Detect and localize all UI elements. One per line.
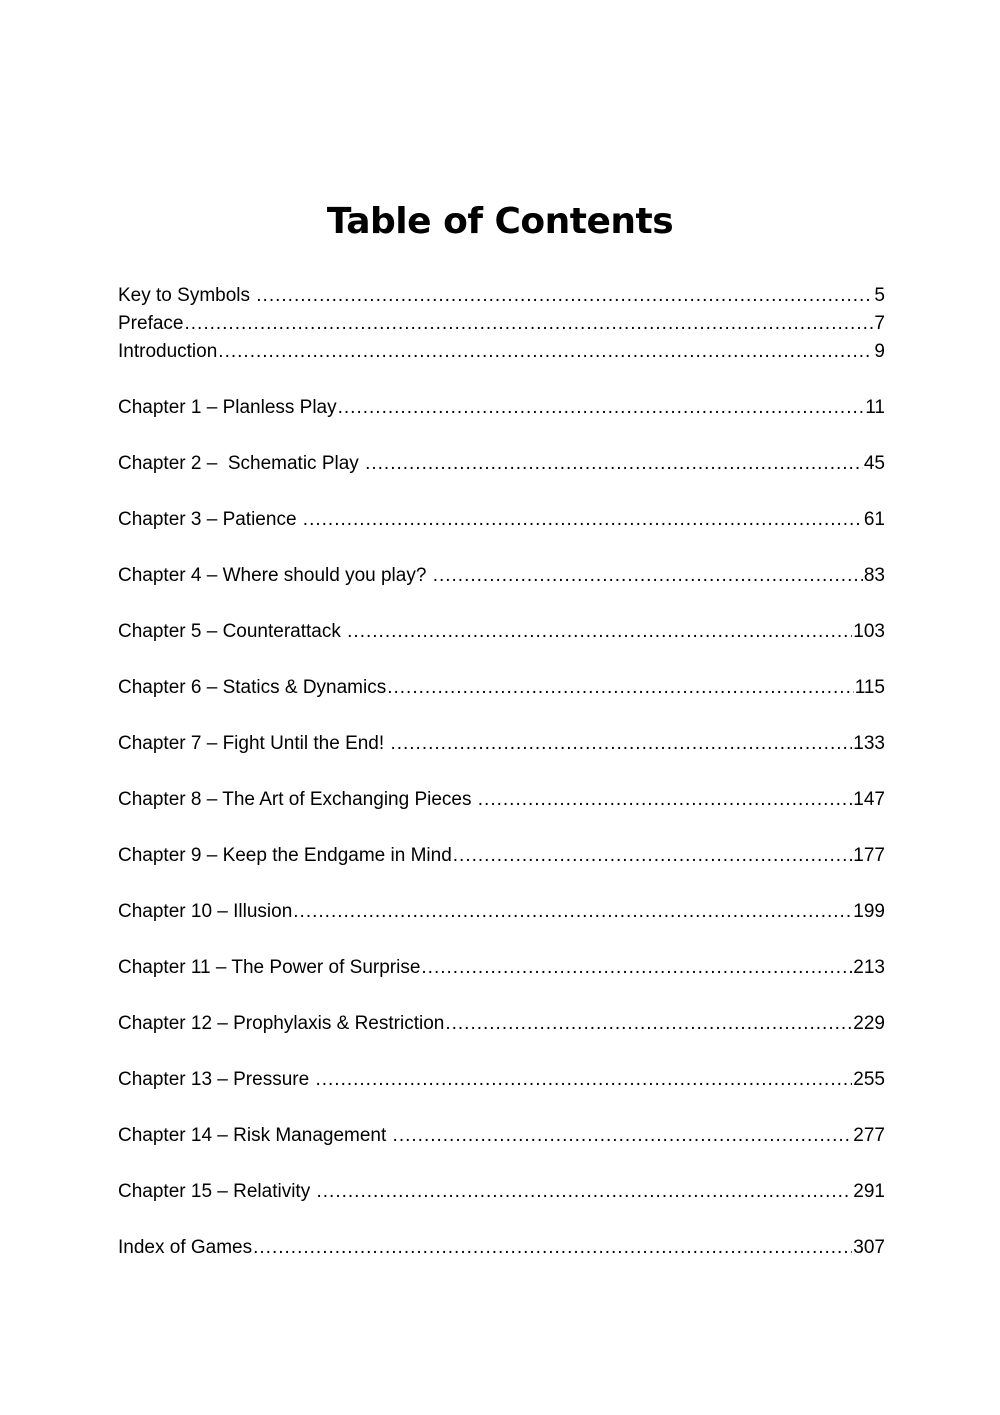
toc-entry-page: 147	[853, 789, 885, 810]
toc-entry-page: 45	[863, 453, 885, 474]
dot-leader	[256, 282, 873, 310]
toc-entry-label: Chapter 15 – Relativity	[118, 1181, 316, 1202]
toc-entry-chapter-9[interactable]	[118, 842, 885, 870]
toc-entry-label: Chapter 9 – Keep the Endgame in Mind	[118, 845, 452, 866]
toc-entry-introduction[interactable]	[118, 338, 885, 366]
toc-entry-chapter-11[interactable]	[118, 954, 885, 982]
toc-entry-chapter-7[interactable]	[118, 730, 885, 758]
toc-entry-preface[interactable]	[118, 310, 885, 338]
dot-leader	[317, 1178, 853, 1206]
dot-leader	[390, 730, 852, 758]
toc-entry-chapter-5[interactable]	[118, 618, 885, 646]
dot-leader	[393, 1122, 853, 1150]
toc-entry-label: Chapter 13 – Pressure	[118, 1069, 315, 1090]
toc-entry-page: 61	[863, 509, 885, 530]
toc-entry-chapter-8[interactable]	[118, 786, 885, 814]
toc-entry-label: Index of Games	[118, 1237, 253, 1258]
toc-entry-label: Key to Symbols	[118, 285, 256, 306]
dot-leader	[445, 1010, 852, 1038]
toc-entry-label: Chapter 10 – Illusion	[118, 901, 293, 922]
toc-entry-page: 133	[853, 733, 885, 754]
toc-entry-chapter-10[interactable]	[118, 898, 885, 926]
page-title: Table of Contents	[326, 201, 674, 242]
toc-entry-label: Chapter 8 – The Art of Exchanging Pieces	[118, 789, 477, 810]
dot-leader	[453, 842, 853, 870]
toc-entry-label: Chapter 4 – Where should you play?	[118, 565, 432, 586]
toc-entry-page: 291	[853, 1181, 885, 1202]
dot-leader	[303, 506, 863, 534]
dot-leader	[338, 394, 865, 422]
dot-leader	[387, 674, 853, 702]
toc-entry-label: Chapter 2 – Schematic Play	[118, 453, 365, 474]
toc-entry-page: 177	[853, 845, 885, 866]
toc-entry-page: 7	[874, 313, 885, 334]
dot-leader	[315, 1066, 852, 1094]
toc-entry-page: 199	[853, 901, 885, 922]
dot-leader	[218, 338, 873, 366]
toc-entry-page: 307	[853, 1237, 885, 1258]
dot-leader	[365, 450, 863, 478]
toc-entry-key-to-symbols[interactable]	[118, 282, 885, 310]
toc-entry-chapter-2[interactable]	[118, 450, 885, 478]
toc-entry-label: Preface	[118, 313, 184, 334]
dot-leader	[293, 898, 852, 926]
dot-leader	[184, 310, 873, 338]
toc-entry-label: Introduction	[118, 341, 218, 362]
toc-entry-page: 213	[853, 957, 885, 978]
toc-entry-chapter-4[interactable]	[118, 562, 885, 590]
toc-entry-label: Chapter 6 – Statics & Dynamics	[118, 677, 387, 698]
toc-entry-page: 103	[853, 621, 885, 642]
toc-entry-page: 115	[854, 677, 885, 698]
toc-entry-label: Chapter 12 – Prophylaxis & Restriction	[118, 1013, 445, 1034]
toc-entry-label: Chapter 7 – Fight Until the End!	[118, 733, 390, 754]
dot-leader	[478, 786, 853, 814]
toc-entry-label: Chapter 14 – Risk Management	[118, 1125, 392, 1146]
toc-entry-chapter-12[interactable]	[118, 1010, 885, 1038]
toc-entry-page: 255	[853, 1069, 885, 1090]
toc-entry-chapter-15[interactable]	[118, 1178, 885, 1206]
toc-entry-index-of-games[interactable]	[118, 1234, 885, 1262]
toc-entry-chapter-3[interactable]	[118, 506, 885, 534]
toc-entry-page: 5	[874, 285, 885, 306]
toc-entry-label: Chapter 5 – Counterattack	[118, 621, 347, 642]
toc-entry-page: 11	[865, 397, 885, 418]
toc-entry-page: 229	[853, 1013, 885, 1034]
dot-leader	[253, 1234, 852, 1262]
toc-entry-label: Chapter 3 – Patience	[118, 509, 302, 530]
dot-leader	[347, 618, 852, 646]
dot-leader	[433, 562, 863, 590]
dot-leader	[421, 954, 852, 982]
toc-entry-page: 9	[874, 341, 885, 362]
toc-entry-chapter-14[interactable]	[118, 1122, 885, 1150]
toc-entry-page: 83	[863, 565, 885, 586]
toc-entry-label: Chapter 1 – Planless Play	[118, 397, 337, 418]
toc-entry-label: Chapter 11 – The Power of Surprise	[118, 957, 421, 978]
toc-entry-chapter-13[interactable]	[118, 1066, 885, 1094]
toc-entry-chapter-6[interactable]	[118, 674, 885, 702]
toc-entry-page: 277	[853, 1125, 885, 1146]
toc-entry-chapter-1[interactable]	[118, 394, 885, 422]
